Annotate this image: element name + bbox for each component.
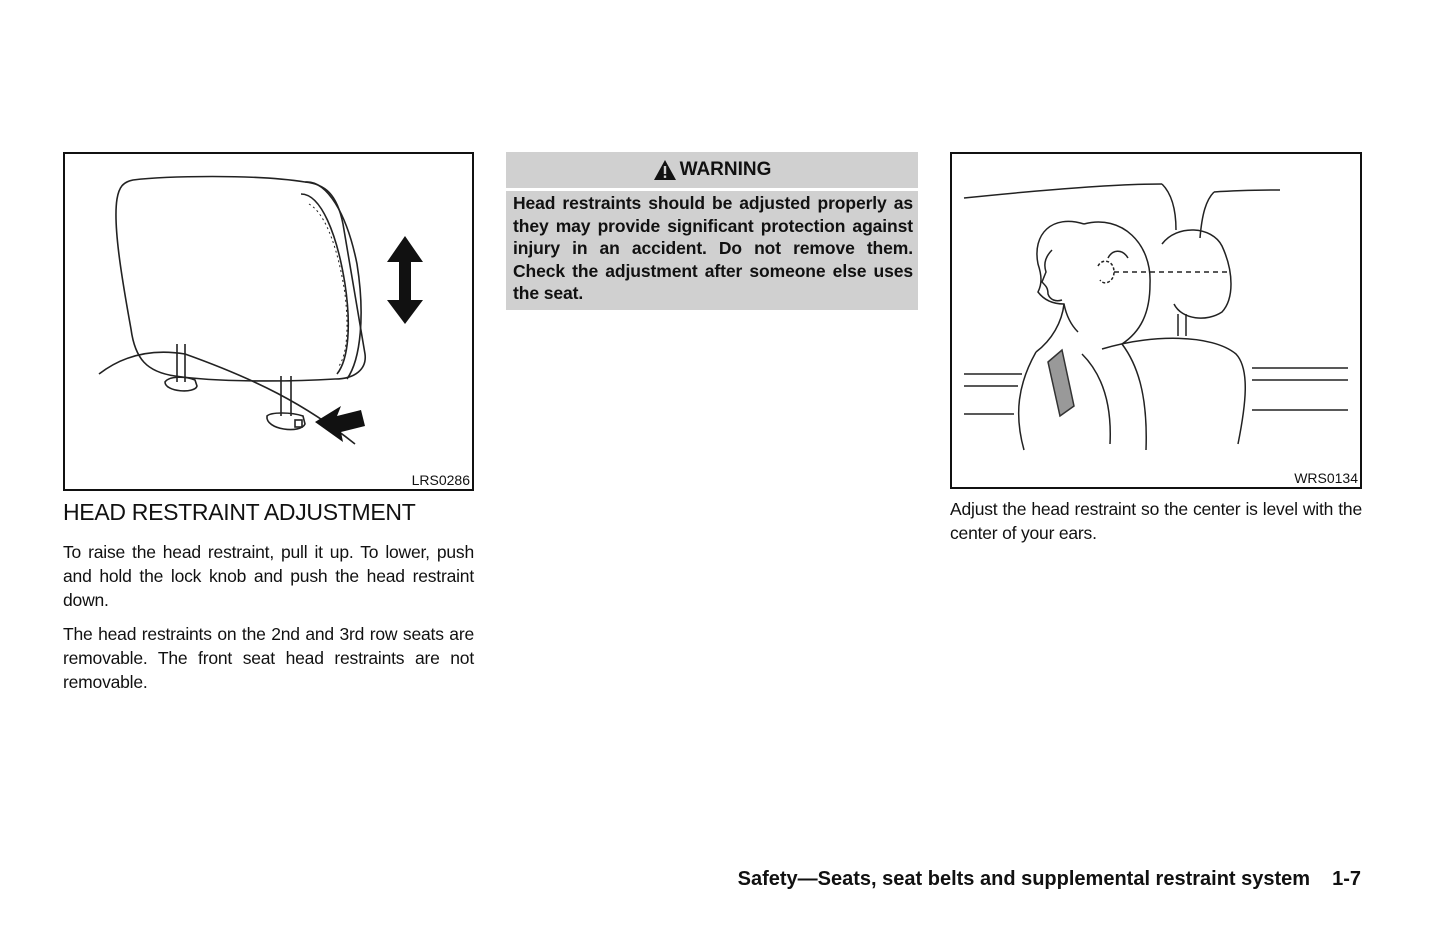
warning-box [506,152,918,310]
warning-title: WARNING [679,159,772,180]
seated-woman-illustration [952,154,1360,487]
chapter-title: Safety—Seats, seat belts and supplemental restraint system [737,868,1311,890]
section-title: HEAD RESTRAINT ADJUSTMENT [63,499,416,525]
warning-header [506,154,918,186]
headrest-illustration [65,154,472,489]
warning-divider [506,188,918,191]
warning-text: Head restraints should be adjusted properly as they may provide significant protection against injury in an accident. Do not remove them. Check the adjustment after someone else uses the seat. [513,193,913,304]
warning-triangle-icon [653,159,677,181]
figure-code: WRS0134 [1294,470,1358,486]
figure-caption: Adjust the head restraint so the center is level with the center of your ears. [950,499,1362,543]
press-arrow-icon [315,406,365,442]
paragraph-removable: The head restraints on the 2nd and 3rd row seats are removable. The front seat head restraints are not removable. [63,624,474,692]
page-number: 1-7 [1332,868,1361,890]
head-position-figure [950,152,1362,489]
headrest-figure [63,152,474,491]
up-down-arrow-icon [387,236,423,324]
paragraph-raise-lower: To raise the head restraint, pull it up. To lower, push and hold the lock knob and push the head restraint down. [63,542,474,610]
figure-code: LRS0286 [411,472,470,488]
page-footer [738,868,1361,891]
